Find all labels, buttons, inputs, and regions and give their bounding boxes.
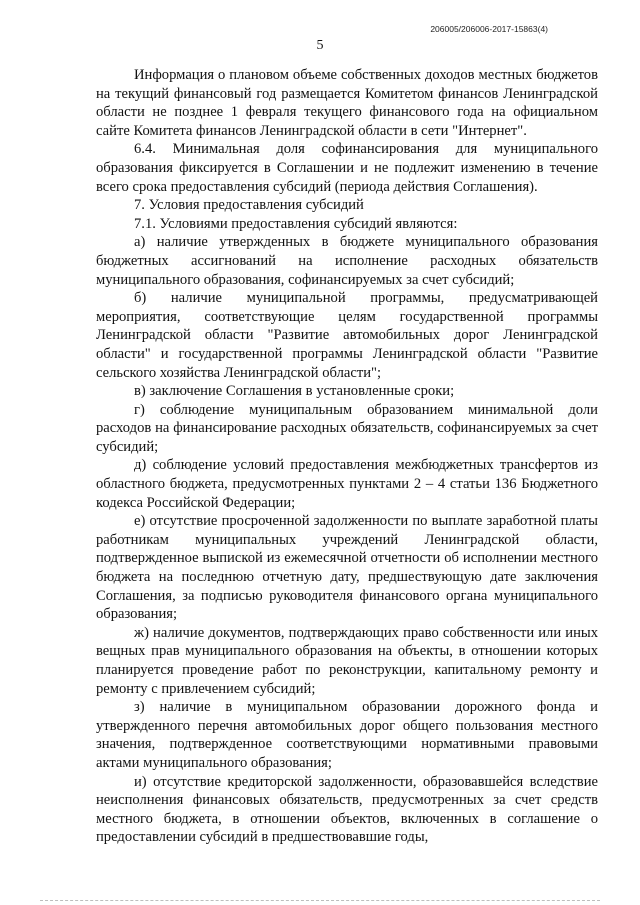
paragraph-6-4: 6.4. Минимальная доля софинансирования для муниципального образования фиксируется в Соглашении и не подлежит изменению в течение всего срока предоставления субсидий (периода действия Соглашения). [96,141,598,195]
paragraph-7-1: 7.1. Условиями предоставления субсидий являются: [134,215,458,232]
condition-g: г) соблюдение муниципальным образованием минимальной доли расходов на финансирование расходных обязательств, софинансируемых за счет субсидий; [96,401,598,455]
condition-v: в) заключение Соглашения в установленные сроки; [134,383,455,400]
scan-edge-divider [40,900,600,901]
condition-z: з) наличие в муниципальном образовании дорожного фонда и утвержденного перечня автомобильных дорог общего пользования местного значения, подтвержденное соответствующими нормативными правовыми актами муниципального образования; [96,699,598,771]
page-number: 5 [316,38,324,53]
condition-zh: ж) наличие документов, подтверждающих право собственности или иных вещных прав муниципального образования на объекты, в отношении которых планируется проведение работ по реконструкции, капитальному ремонту и ремонту с привлечением субсидий; [96,624,598,697]
section-heading-7: 7. Условия предоставления субсидий [134,197,364,214]
condition-a: а) наличие утвержденных в бюджете муниципального образования бюджетных ассигнований на исполнение расходных обязательств муниципального образования, софинансируемых за счет субсидий; [96,234,598,288]
condition-b: б) наличие муниципальной программы, предусматривающей мероприятия, соответствующие целям государственной программы Ленинградской области "Развитие автомобильных дорог Ленинградской области" и государственной программы Ленинградской области "Развитие сельского хозяйства Ленинградской области"; [96,290,598,381]
condition-i: и) отсутствие кредиторской задолженности, образовавшейся вследствие неисполнения финансовых обязательств, предусмотренных за счет средств местного бюджета, в отношении объектов, включенных в соглашение о предоставлении субсидий в предшествовавшие годы, [96,773,598,846]
document-id: 206005/206006-2017-15863(4) [430,24,548,34]
condition-e: е) отсутствие просроченной задолженности по выплате заработной платы работникам муниципальных учреждений Ленинградской области, подтвержденное выпиской из ежемесячной отчетности об исполнении местного бюджета на последнюю отчетную дату, предшествующую дате заключения Соглашения, за подписью руководителя финансового органа муниципального образования; [96,513,598,623]
paragraph-budget-info: Информация о плановом объеме собственных доходов местных бюджетов на текущий финансовый год размещается Комитетом финансов Ленинградской области не позднее 1 февраля текущего финансового года на официальном сайте Комитета финансов Ленинградской области в сети "Интернет". [96,67,598,139]
condition-d: д) соблюдение условий предоставления межбюджетных трансфертов из областного бюджета, предусмотренных пунктами 2 – 4 статьи 136 Бюджетного кодекса Российской Федерации; [96,457,598,511]
body-text [96,66,598,847]
